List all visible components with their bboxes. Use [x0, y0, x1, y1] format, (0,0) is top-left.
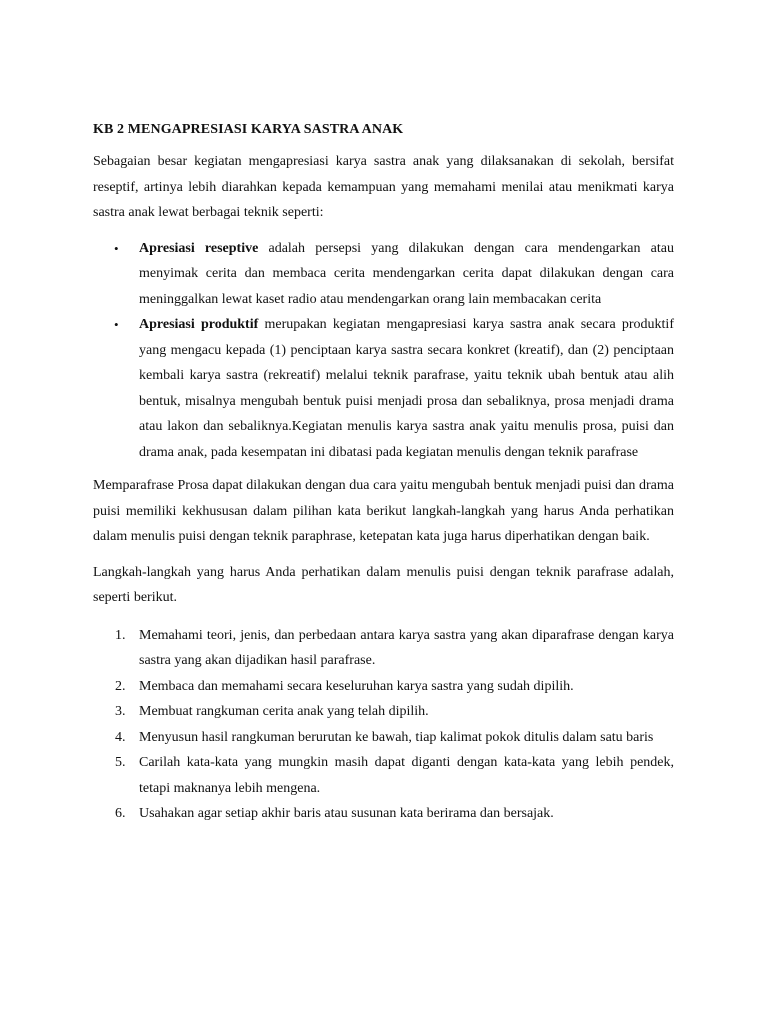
steps-intro-paragraph: Langkah-langkah yang harus Anda perhatikan dalam menulis puisi dengan teknik parafrase adalah, seperti berikut. [93, 564, 674, 605]
bullet-text: merupakan kegiatan mengapresiasi karya sastra anak secara produktif yang mengacu kepada (1) penciptaan karya sastra secara konkret (kreatif), dan (2) penciptaan kembali karya sastra (rekreatif) melalui teknik parafrase, yaitu teknik ubah bentuk atau alih bentuk, misalnya mengubah bentuk puisi menjadi prosa dan sebaliknya, prosa menjadi drama atau lakon dan sebaliknya.Kegiatan menulis karya sastra anak yaitu menulis prosa, puisi dan drama anak, pada kesempatan ini dibatasi pada kegiatan menulis dengan teknik parafrase [139, 317, 674, 460]
list-item-text: Membuat rangkuman cerita anak yang telah dipilih. [139, 704, 429, 719]
bullet-term: Apresiasi reseptive [139, 240, 259, 256]
list-item-text: Usahakan agar setiap akhir baris atau susunan kata berirama dan bersajak. [139, 806, 554, 821]
appreciation-bullet-list [93, 236, 674, 466]
section-heading: KB 2 MENGAPRESIASI KARYA SASTRA ANAK [93, 122, 404, 137]
list-item-text: Memahami teori, jenis, dan perbedaan antara karya sastra yang akan diparafrase dengan karya sastra yang akan dijadikan hasil parafrase. [139, 627, 674, 668]
list-item [93, 699, 674, 725]
paraphrase-paragraph: Memparafrase Prosa dapat dilakukan dengan dua cara yaitu mengubah bentuk menjadi puisi dan drama puisi memiliki kekhususan dalam pilihan kata berikut langkah-langkah yang harus Anda perhatikan dalam menulis puisi dengan teknik paraphrase, ketepatan kata juga harus diperhatikan dengan baik. [93, 478, 674, 544]
list-number: 5. [115, 755, 126, 770]
list-item [93, 674, 674, 700]
bullet-icon: • [114, 317, 119, 332]
list-item [93, 623, 674, 674]
list-number: 6. [115, 806, 126, 821]
list-item-text: Carilah kata-kata yang mungkin masih dapat diganti dengan kata-kata yang lebih pendek, tetapi maknanya lebih mengena. [139, 755, 674, 796]
list-number: 4. [115, 729, 126, 745]
bullet-term: Apresiasi produktif [139, 317, 259, 332]
bullet-icon: • [114, 240, 119, 256]
list-item-text: Membaca dan memahami secara keseluruhan karya sastra yang sudah dipilih. [139, 678, 574, 694]
list-item [93, 725, 674, 751]
list-number: 2. [115, 678, 126, 694]
list-item [93, 750, 674, 801]
bullet-text: adalah persepsi yang dilakukan dengan cara mendengarkan atau menyimak cerita dan membaca cerita mendengarkan cerita dapat dilakukan dengan cara meninggalkan lewat kaset radio atau mendengarkan orang lain membacakan cerita [139, 240, 674, 307]
bullet-item-produktif [93, 312, 674, 465]
document-page [93, 120, 674, 827]
intro-paragraph: Sebagaian besar kegiatan mengapresiasi karya sastra anak yang dilaksanakan di sekolah, bersifat reseptif, artinya lebih diarahkan kepada kemampuan yang memahami menilai atau menikmati karya sastra anak lewat berbagai teknik seperti: [93, 154, 674, 220]
bullet-item-reseptive [93, 236, 674, 313]
list-number: 3. [115, 704, 126, 719]
list-item-text: Menyusun hasil rangkuman berurutan ke bawah, tiap kalimat pokok ditulis dalam satu baris [139, 729, 654, 745]
list-number: 1. [115, 627, 126, 643]
steps-numbered-list [93, 623, 674, 827]
list-item [93, 801, 674, 827]
